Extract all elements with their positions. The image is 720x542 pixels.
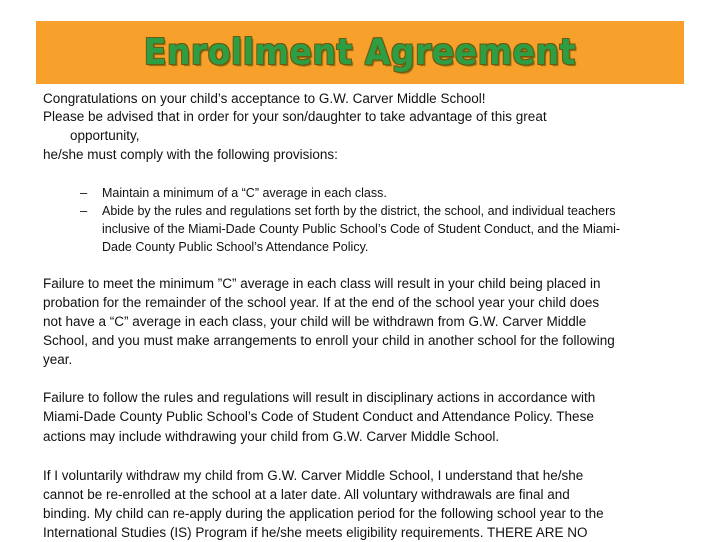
paragraph-line: Failure to meet the minimum ”C” average in each class will result in your child being placed in bbox=[43, 276, 601, 291]
paragraph-line: not have a “C” average in each class, your child will be withdrawn from G.W. Carver Middle bbox=[43, 314, 587, 329]
paragraph-line: Failure to follow the rules and regulations will result in disciplinary actions in accordance with bbox=[43, 390, 596, 405]
intro-line: opportunity, bbox=[70, 128, 140, 143]
paragraph-line: School, and you must make arrangements to enroll your child in another school for the following bbox=[43, 333, 615, 348]
dash-bullet: – bbox=[80, 203, 88, 218]
intro-line: Please be advised that in order for your son/daughter to take advantage of this great bbox=[43, 109, 547, 124]
paragraph-line: Miami-Dade County Public School’s Code of Student Conduct and Attendance Policy. These bbox=[43, 409, 594, 424]
paragraph-line: probation for the remainder of the school year. If at the end of the school year your child does bbox=[43, 295, 600, 310]
intro-line: he/she must comply with the following provisions: bbox=[43, 147, 338, 162]
provision-line: Dade County Public School’s Attendance Policy. bbox=[102, 240, 369, 254]
dash-bullet: – bbox=[80, 185, 88, 200]
page-title: Enrollment Agreement bbox=[143, 32, 577, 73]
title-banner bbox=[36, 21, 684, 84]
paragraph-line: If I voluntarily withdraw my child from G.W. Carver Middle School, I understand that he/she bbox=[43, 468, 584, 483]
paragraph-line: International Studies (IS) Program if he/she meets eligibility requirements. THERE ARE NO bbox=[43, 525, 588, 540]
paragraph-line: year. bbox=[43, 352, 73, 367]
provision-line: Abide by the rules and regulations set forth by the district, the school, and individual teachers bbox=[102, 204, 616, 218]
paragraph-line: cannot be re-enrolled at the school at a later date. All voluntary withdrawals are final and bbox=[43, 487, 570, 502]
paragraph-line: binding. My child can re-apply during the application period for the following school year to the bbox=[43, 506, 604, 521]
provision-line: inclusive of the Miami-Dade County Public School’s Code of Student Conduct, and the Miami- bbox=[102, 222, 621, 236]
paragraph-line: actions may include withdrawing your child from G.W. Carver Middle School. bbox=[43, 429, 500, 444]
intro-line: Congratulations on your child’s acceptance to G.W. Carver Middle School! bbox=[43, 91, 486, 106]
provision-line: Maintain a minimum of a “C” average in each class. bbox=[102, 186, 387, 200]
